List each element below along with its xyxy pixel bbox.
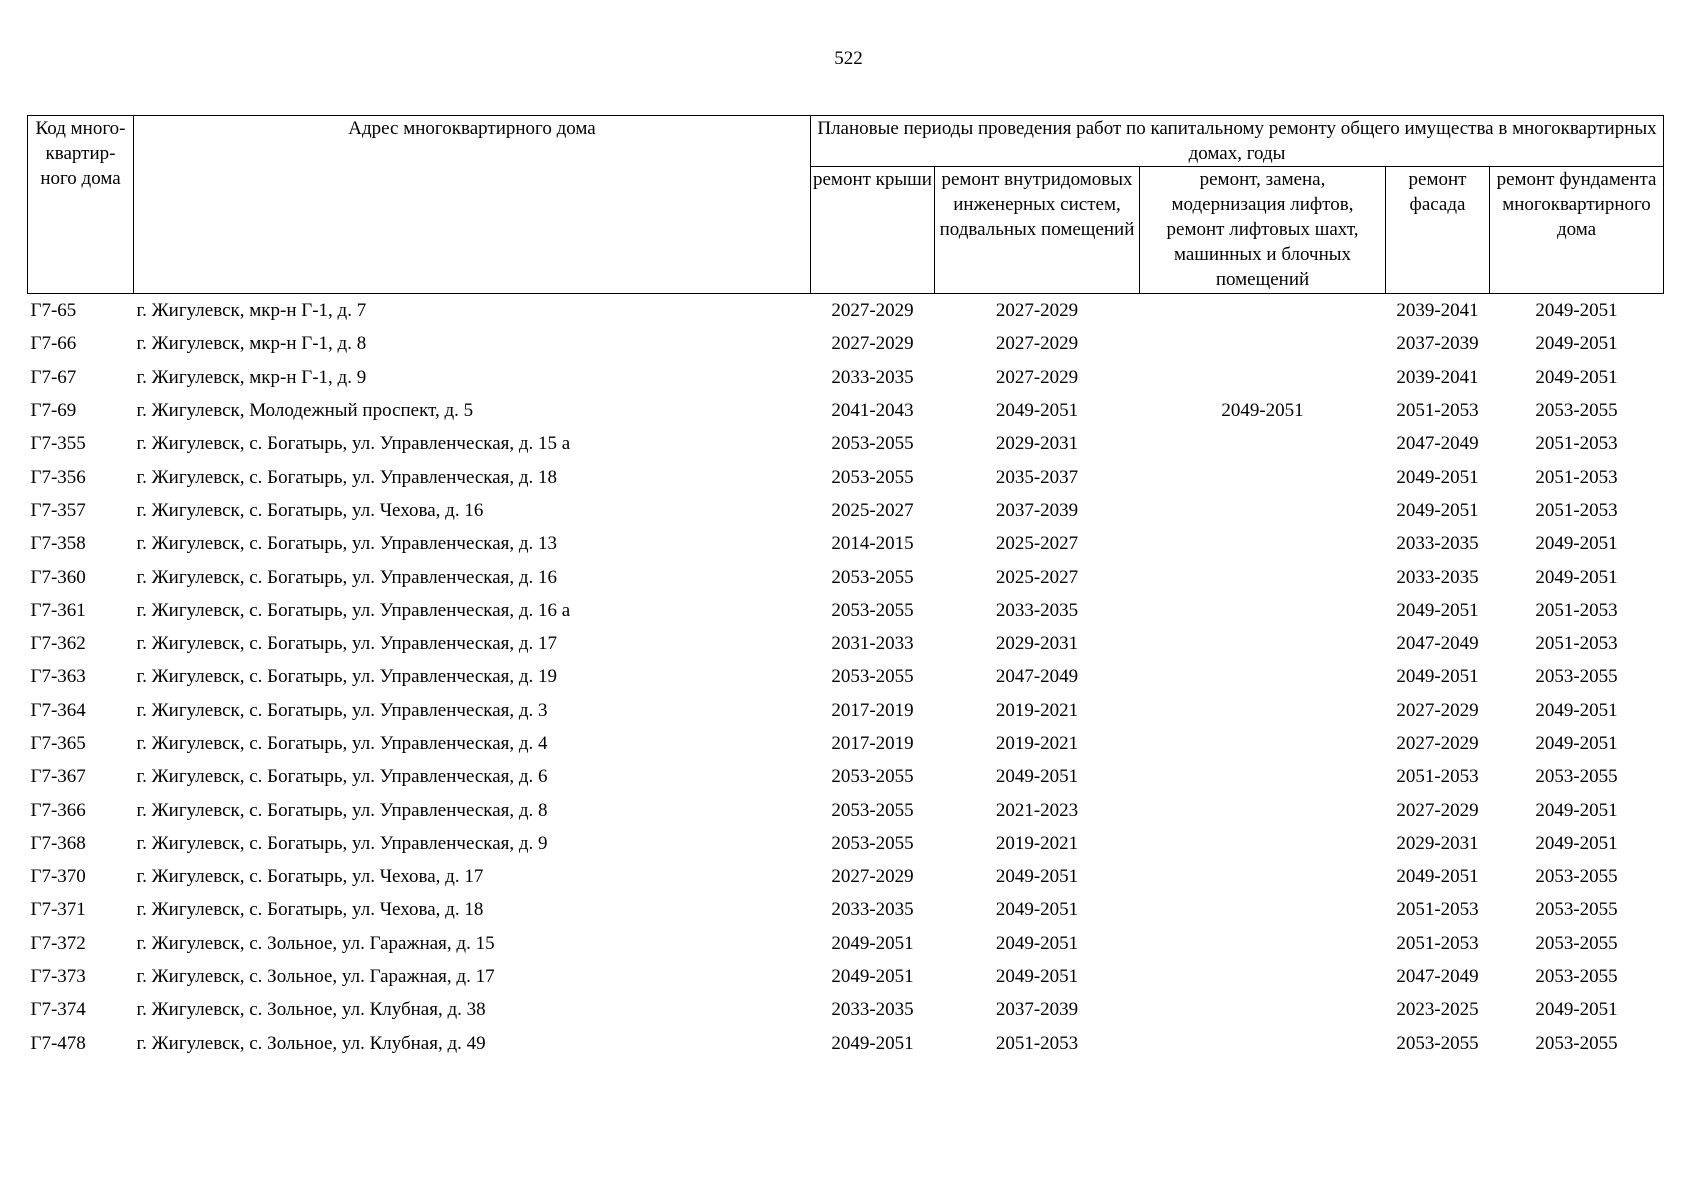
cell-address: г. Жигулевск, с. Богатырь, ул. Управленческая, д. 13 — [136, 533, 558, 555]
cell-address: г. Жигулевск, с. Богатырь, ул. Управленческая, д. 3 — [136, 699, 548, 721]
cell-foundation: 2051-2053 — [1535, 633, 1618, 655]
cell-elevators — [1140, 927, 1386, 960]
cell-roof: 2049-2051 — [831, 1032, 914, 1054]
cell-systems: 2037-2039 — [995, 499, 1079, 521]
cell-foundation: 2053-2055 — [1535, 666, 1618, 688]
cell-elevators — [1140, 527, 1386, 560]
cell-address: г. Жигулевск, с. Зольное, ул. Клубная, д. 49 — [136, 1032, 486, 1054]
cell-systems: 2027-2029 — [995, 366, 1079, 388]
cell-facade: 2049-2051 — [1396, 866, 1479, 888]
cell-roof: 2017-2019 — [831, 733, 914, 754]
cell-code: Г7-67 — [30, 366, 77, 388]
cell-roof: 2053-2055 — [831, 666, 914, 688]
cell-systems: 2027-2029 — [995, 333, 1079, 355]
cell-elevators — [1140, 727, 1386, 760]
cell-facade: 2037-2039 — [1396, 333, 1479, 355]
cell-facade: 2029-2031 — [1396, 832, 1479, 854]
cell-systems: 2025-2027 — [995, 566, 1079, 588]
cell-elevators — [1140, 494, 1386, 527]
cell-code: Г7-368 — [30, 832, 86, 854]
cell-facade: 2023-2025 — [1396, 999, 1479, 1021]
cell-foundation: 2049-2051 — [1535, 799, 1618, 821]
cell-code: Г7-366 — [30, 799, 86, 821]
table-row — [28, 993, 1664, 1026]
cell-roof: 2033-2035 — [831, 366, 914, 388]
cell-code: Г7-357 — [30, 499, 86, 521]
cell-roof: 2027-2029 — [831, 333, 914, 355]
cell-code: Г7-66 — [30, 333, 77, 355]
header-systems: ремонт внутридомовых инженерных систем, подвальных помещений — [935, 167, 1140, 294]
cell-address: г. Жигулевск, с. Зольное, ул. Гаражная, д. 17 — [136, 966, 495, 988]
table-row — [28, 627, 1664, 660]
cell-code: Г7-372 — [30, 932, 86, 954]
cell-address: г. Жигулевск, с. Богатырь, ул. Чехова, д. 16 — [136, 499, 484, 521]
cell-foundation: 2049-2051 — [1535, 999, 1618, 1021]
cell-foundation: 2049-2051 — [1535, 333, 1618, 355]
cell-facade: 2027-2029 — [1396, 699, 1479, 721]
cell-systems: 2019-2021 — [995, 699, 1079, 721]
cell-systems: 2049-2051 — [995, 932, 1079, 954]
cell-systems: 2049-2051 — [995, 866, 1079, 888]
cell-facade: 2047-2049 — [1396, 966, 1479, 988]
cell-roof: 2049-2051 — [831, 932, 914, 954]
table-row — [28, 427, 1664, 460]
table-row — [28, 860, 1664, 893]
cell-foundation: 2049-2051 — [1535, 733, 1618, 754]
cell-elevators — [1140, 460, 1386, 493]
cell-elevators — [1140, 960, 1386, 993]
cell-address: г. Жигулевск, с. Богатырь, ул. Управленческая, д. 15 а — [136, 433, 571, 455]
cell-facade: 2051-2053 — [1396, 400, 1479, 422]
cell-facade: 2049-2051 — [1396, 499, 1479, 521]
cell-roof: 2053-2055 — [831, 433, 914, 455]
cell-address: г. Жигулевск, мкр-н Г-1, д. 8 — [136, 333, 367, 355]
cell-elevators — [1140, 327, 1386, 360]
cell-code: Г7-362 — [30, 633, 86, 655]
cell-roof: 2027-2029 — [831, 866, 914, 888]
cell-address: г. Жигулевск, с. Зольное, ул. Гаражная, д. 15 — [136, 932, 495, 954]
cell-roof: 2053-2055 — [831, 766, 914, 788]
cell-elevators — [1140, 427, 1386, 460]
cell-address: г. Жигулевск, с. Богатырь, ул. Управленческая, д. 6 — [136, 766, 548, 788]
cell-roof: 2027-2029 — [831, 300, 914, 322]
table-row — [28, 827, 1664, 860]
cell-systems: 2025-2027 — [995, 533, 1079, 555]
cell-systems: 2035-2037 — [995, 466, 1079, 488]
header-address: Адрес многоквартирного дома — [134, 116, 811, 294]
cell-elevators — [1140, 993, 1386, 1026]
table-row — [28, 727, 1664, 760]
header-periods: Плановые периоды проведения работ по капитальному ремонту общего имущества в многоквартирных домах, годы — [811, 116, 1664, 167]
cell-foundation: 2051-2053 — [1535, 433, 1618, 455]
cell-facade: 2047-2049 — [1396, 433, 1479, 455]
cell-address: г. Жигулевск, с. Богатырь, ул. Управленческая, д. 8 — [136, 799, 548, 821]
cell-address: г. Жигулевск, Молодежный проспект, д. 5 — [136, 400, 474, 422]
cell-roof: 2017-2019 — [831, 699, 914, 721]
cell-facade: 2049-2051 — [1396, 666, 1479, 688]
header-roof: ремонт крыши — [811, 167, 935, 294]
cell-facade: 2053-2055 — [1396, 1032, 1479, 1054]
cell-roof: 2041-2043 — [831, 400, 914, 422]
cell-roof: 2053-2055 — [831, 466, 914, 488]
cell-systems: 2051-2053 — [995, 1032, 1079, 1054]
cell-roof: 2053-2055 — [831, 599, 914, 621]
cell-elevators — [1140, 793, 1386, 826]
cell-code: Г7-370 — [30, 866, 86, 888]
cell-facade: 2027-2029 — [1396, 733, 1479, 754]
cell-address: г. Жигулевск, мкр-н Г-1, д. 7 — [136, 300, 367, 322]
cell-code: Г7-373 — [30, 966, 86, 988]
cell-systems: 2027-2029 — [995, 300, 1079, 322]
cell-foundation: 2053-2055 — [1535, 400, 1618, 422]
cell-systems: 2019-2021 — [995, 733, 1079, 754]
cell-address: г. Жигулевск, с. Богатырь, ул. Управленческая, д. 9 — [136, 832, 548, 854]
cell-systems: 2021-2023 — [995, 799, 1079, 821]
cell-systems: 2049-2051 — [995, 400, 1079, 422]
cell-code: Г7-355 — [30, 433, 86, 455]
cell-address: г. Жигулевск, с. Богатырь, ул. Управленческая, д. 17 — [136, 633, 558, 655]
cell-elevators — [1140, 627, 1386, 660]
cell-foundation: 2053-2055 — [1535, 1032, 1618, 1054]
cell-code: Г7-361 — [30, 599, 86, 621]
cell-systems: 2029-2031 — [995, 433, 1079, 455]
cell-systems: 2037-2039 — [995, 999, 1079, 1021]
cell-foundation: 2053-2055 — [1535, 766, 1618, 788]
cell-facade: 2051-2053 — [1396, 899, 1479, 921]
table-row — [28, 694, 1664, 727]
cell-elevators — [1140, 694, 1386, 727]
table-row — [28, 760, 1664, 793]
page-number: 522 — [834, 48, 863, 69]
cell-roof: 2031-2033 — [831, 633, 914, 655]
cell-address: г. Жигулевск, с. Богатырь, ул. Управленческая, д. 4 — [136, 733, 548, 754]
table-row — [28, 893, 1664, 926]
cell-foundation: 2051-2053 — [1535, 466, 1618, 488]
table-row — [28, 927, 1664, 960]
table-row — [28, 960, 1664, 993]
cell-facade: 2049-2051 — [1396, 466, 1479, 488]
table-header — [28, 116, 1664, 294]
cell-roof: 2033-2035 — [831, 899, 914, 921]
cell-address: г. Жигулевск, с. Богатырь, ул. Управленческая, д. 18 — [136, 466, 558, 488]
cell-roof: 2025-2027 — [831, 499, 914, 521]
cell-roof: 2053-2055 — [831, 799, 914, 821]
cell-systems: 2049-2051 — [995, 899, 1079, 921]
cell-foundation: 2049-2051 — [1535, 832, 1618, 854]
cell-code: Г7-356 — [30, 466, 86, 488]
cell-address: г. Жигулевск, мкр-н Г-1, д. 9 — [136, 366, 367, 388]
cell-address: г. Жигулевск, с. Богатырь, ул. Управленческая, д. 16 а — [136, 599, 571, 621]
cell-code: Г7-360 — [30, 566, 86, 588]
cell-elevators — [1140, 827, 1386, 860]
table-row — [28, 361, 1664, 394]
cell-facade: 2039-2041 — [1396, 300, 1479, 322]
cell-foundation: 2053-2055 — [1535, 866, 1618, 888]
table-row — [28, 594, 1664, 627]
cell-facade: 2051-2053 — [1396, 932, 1479, 954]
cell-foundation: 2053-2055 — [1535, 932, 1618, 954]
cell-elevators — [1140, 660, 1386, 693]
table-row — [28, 1027, 1664, 1060]
cell-address: г. Жигулевск, с. Богатырь, ул. Чехова, д. 18 — [136, 899, 484, 921]
cell-address: г. Жигулевск, с. Зольное, ул. Клубная, д. 38 — [136, 999, 486, 1021]
cell-facade: 2047-2049 — [1396, 633, 1479, 655]
table-row — [28, 394, 1664, 427]
cell-roof: 2014-2015 — [831, 533, 914, 555]
cell-code: Г7-374 — [30, 999, 86, 1021]
cell-facade: 2051-2053 — [1396, 766, 1479, 788]
cell-facade: 2033-2035 — [1396, 566, 1479, 588]
header-foundation: ремонт фундамента многоквартирного дома — [1490, 167, 1664, 294]
cell-elevators — [1140, 860, 1386, 893]
cell-address: г. Жигулевск, с. Богатырь, ул. Управленческая, д. 19 — [136, 666, 558, 688]
cell-elevators — [1140, 893, 1386, 926]
cell-code: Г7-367 — [30, 766, 86, 788]
cell-code: Г7-69 — [30, 400, 77, 422]
cell-foundation: 2049-2051 — [1535, 566, 1618, 588]
cell-roof: 2053-2055 — [831, 566, 914, 588]
cell-elevators — [1140, 361, 1386, 394]
cell-foundation: 2049-2051 — [1535, 366, 1618, 388]
cell-foundation: 2049-2051 — [1535, 699, 1618, 721]
repair-schedule-table — [27, 115, 1664, 1060]
cell-facade: 2027-2029 — [1396, 799, 1479, 821]
cell-code: Г7-365 — [30, 733, 86, 754]
table-row — [28, 460, 1664, 493]
cell-elevators — [1140, 560, 1386, 593]
cell-facade: 2039-2041 — [1396, 366, 1479, 388]
table-row — [28, 527, 1664, 560]
table-row — [28, 327, 1664, 360]
table-body — [28, 294, 1664, 1060]
cell-elevators: 2049-2051 — [1221, 400, 1304, 422]
cell-code: Г7-358 — [30, 533, 86, 555]
cell-systems: 2049-2051 — [995, 966, 1079, 988]
cell-elevators — [1140, 294, 1386, 328]
cell-systems: 2019-2021 — [995, 832, 1079, 854]
header-facade: ремонт фасада — [1386, 167, 1490, 294]
header-code: Код много-квартир-ного дома — [28, 116, 134, 294]
cell-roof: 2053-2055 — [831, 832, 914, 854]
cell-address: г. Жигулевск, с. Богатырь, ул. Чехова, д. 17 — [136, 866, 484, 888]
cell-code: Г7-363 — [30, 666, 86, 688]
cell-systems: 2047-2049 — [995, 666, 1079, 688]
cell-code: Г7-371 — [30, 899, 86, 921]
cell-facade: 2033-2035 — [1396, 533, 1479, 555]
table-row — [28, 494, 1664, 527]
table-row — [28, 294, 1664, 328]
table-row — [28, 660, 1664, 693]
cell-foundation: 2053-2055 — [1535, 966, 1618, 988]
cell-elevators — [1140, 1027, 1386, 1060]
header-elevators: ремонт, замена, модернизация лифтов, ремонт лифтовых шахт, машинных и блочных помещений — [1140, 167, 1386, 294]
cell-code: Г7-65 — [30, 300, 77, 322]
cell-foundation: 2049-2051 — [1535, 533, 1618, 555]
cell-systems: 2029-2031 — [995, 633, 1079, 655]
cell-facade: 2049-2051 — [1396, 599, 1479, 621]
cell-systems: 2033-2035 — [995, 599, 1079, 621]
cell-code: Г7-364 — [30, 699, 86, 721]
cell-foundation: 2053-2055 — [1535, 899, 1618, 921]
cell-foundation: 2051-2053 — [1535, 499, 1618, 521]
cell-elevators — [1140, 760, 1386, 793]
cell-address: г. Жигулевск, с. Богатырь, ул. Управленческая, д. 16 — [136, 566, 558, 588]
cell-code: Г7-478 — [30, 1032, 86, 1054]
cell-foundation: 2049-2051 — [1535, 300, 1618, 322]
cell-foundation: 2051-2053 — [1535, 599, 1618, 621]
cell-elevators — [1140, 594, 1386, 627]
cell-roof: 2049-2051 — [831, 966, 914, 988]
table-row — [28, 793, 1664, 826]
table-row — [28, 560, 1664, 593]
cell-systems: 2049-2051 — [995, 766, 1079, 788]
cell-roof: 2033-2035 — [831, 999, 914, 1021]
